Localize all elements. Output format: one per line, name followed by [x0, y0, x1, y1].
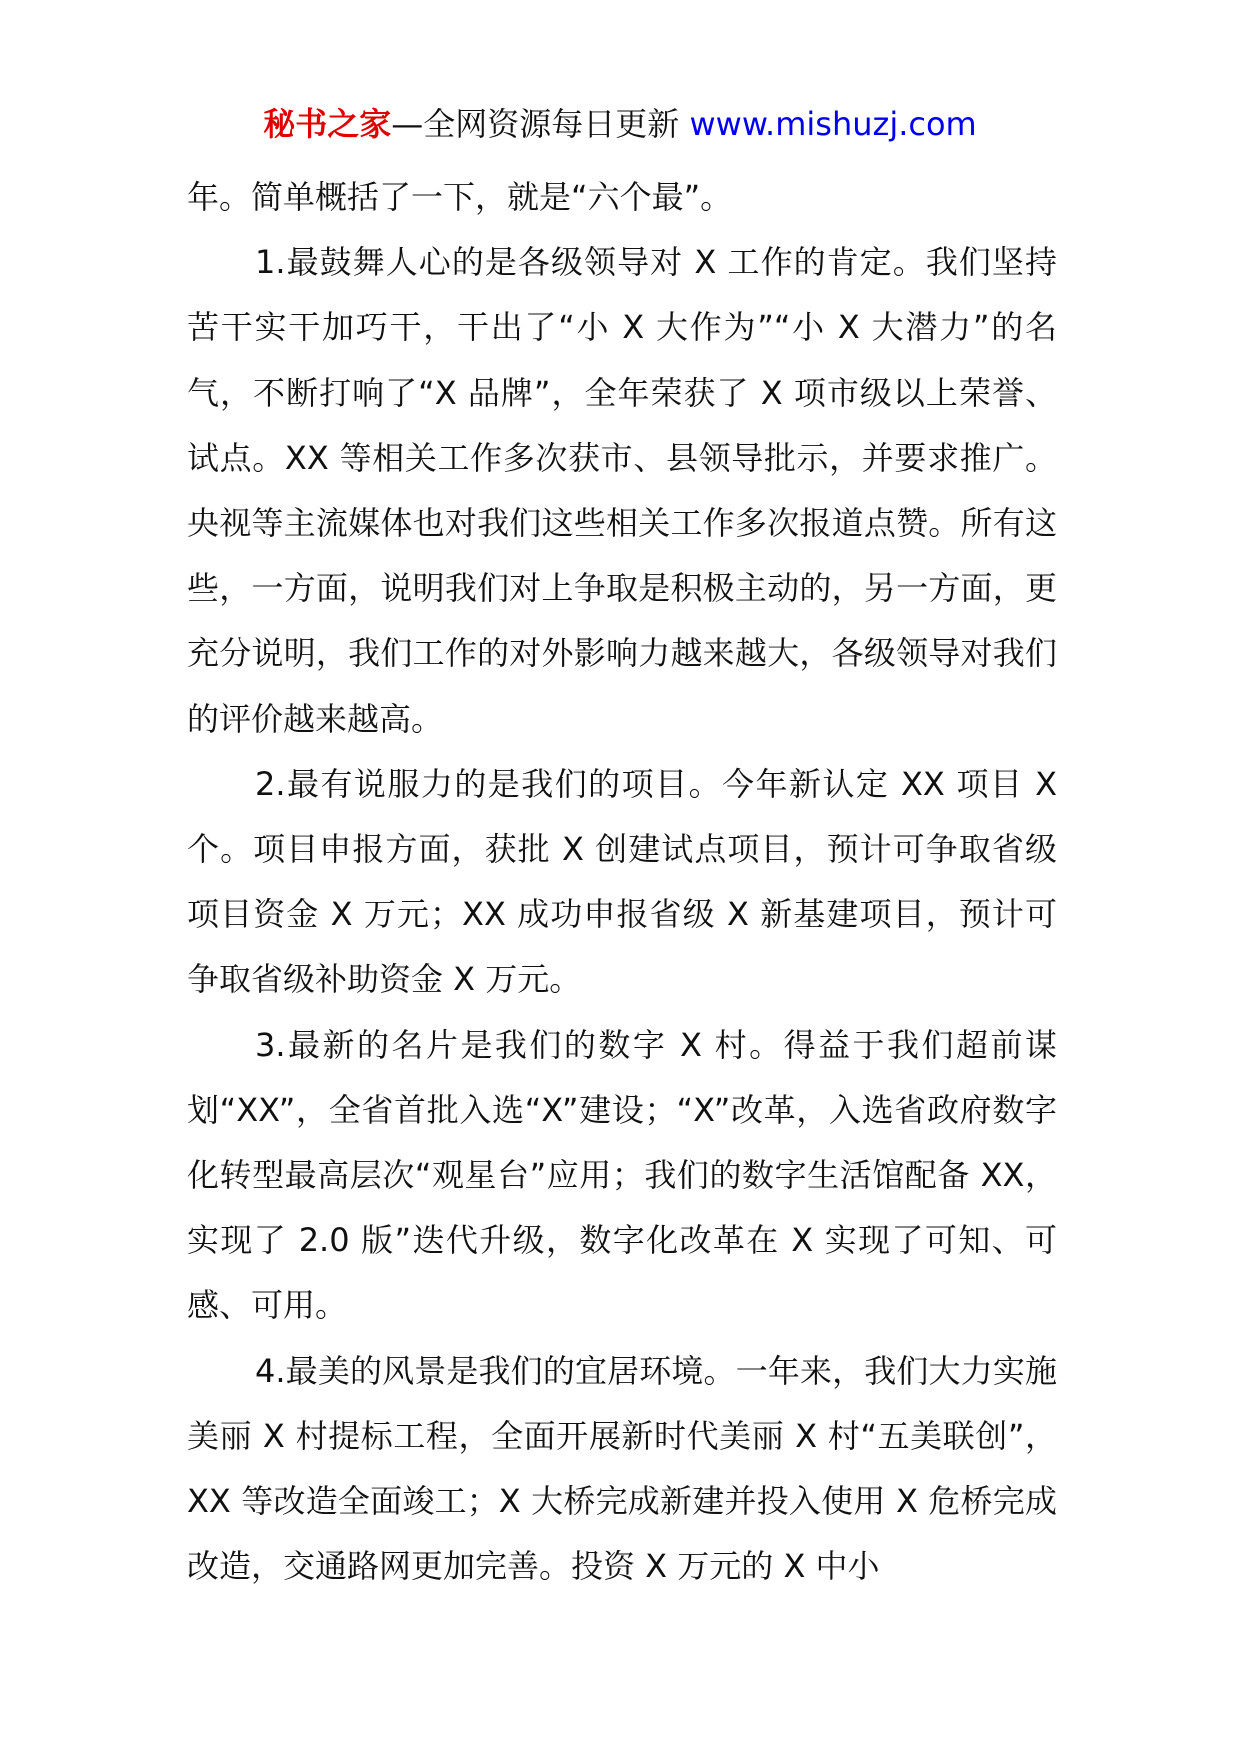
- paragraph-item-3: 3.最新的名片是我们的数字 X 村。得益于我们超前谋划“XX”，全省首批入选“X”建设；“X”改革，入选省政府数字化转型最高层次“观星台”应用；我们的数字生活馆配备 XX，实现了 2.0 版”迭代升级，数字化改革在 X 实现了可知、可感、可用。: [187, 1025, 1057, 1325]
- paragraph-item-2: 2.最有说服力的是我们的项目。今年新认定 XX 项目 X 个。项目申报方面，获批 X 创建试点项目，预计可争取省级项目资金 X 万元；XX 成功申报省级 X 新基建项目，预计可争取省级补助资金 X 万元。: [187, 764, 1057, 999]
- brand-name: 秘书之家: [263, 105, 392, 143]
- document-body: [187, 165, 1057, 1599]
- paragraph-item-4: 4.最美的风景是我们的宜居环境。一年来，我们大力实施美丽 X 村提标工程，全面开展新时代美丽 X 村“五美联创”，XX 等改造全面竣工；X 大桥完成新建并投入使用 X 危桥完成改造，交通路网更加完善。投资 X 万元的 X 中小: [187, 1351, 1057, 1586]
- paragraph-continuation: 年。简单概括了一下，就是“六个最”。: [187, 178, 733, 216]
- page-header: [0, 100, 1240, 148]
- header-tagline: —全网资源每日更新: [391, 105, 680, 143]
- paragraph-item-1: 1.最鼓舞人心的是各级领导对 X 工作的肯定。我们坚持苦干实干加巧干，干出了“小 X 大作为”“小 X 大潜力”的名气，不断打响了“X 品牌”，全年荣获了 X 项市级以上荣誉、试点。XX 等相关工作多次获市、县领导批示，并要求推广。央视等主流媒体也对我们这些相关工作多次报道点赞。所有这些，一方面，说明我们对上争取是积极主动的，另一方面，更充分说明，我们工作的对外影响力越来越大，各级领导对我们的评价越来越高。: [187, 243, 1057, 738]
- site-link[interactable]: www.mishuzj.com: [689, 105, 977, 143]
